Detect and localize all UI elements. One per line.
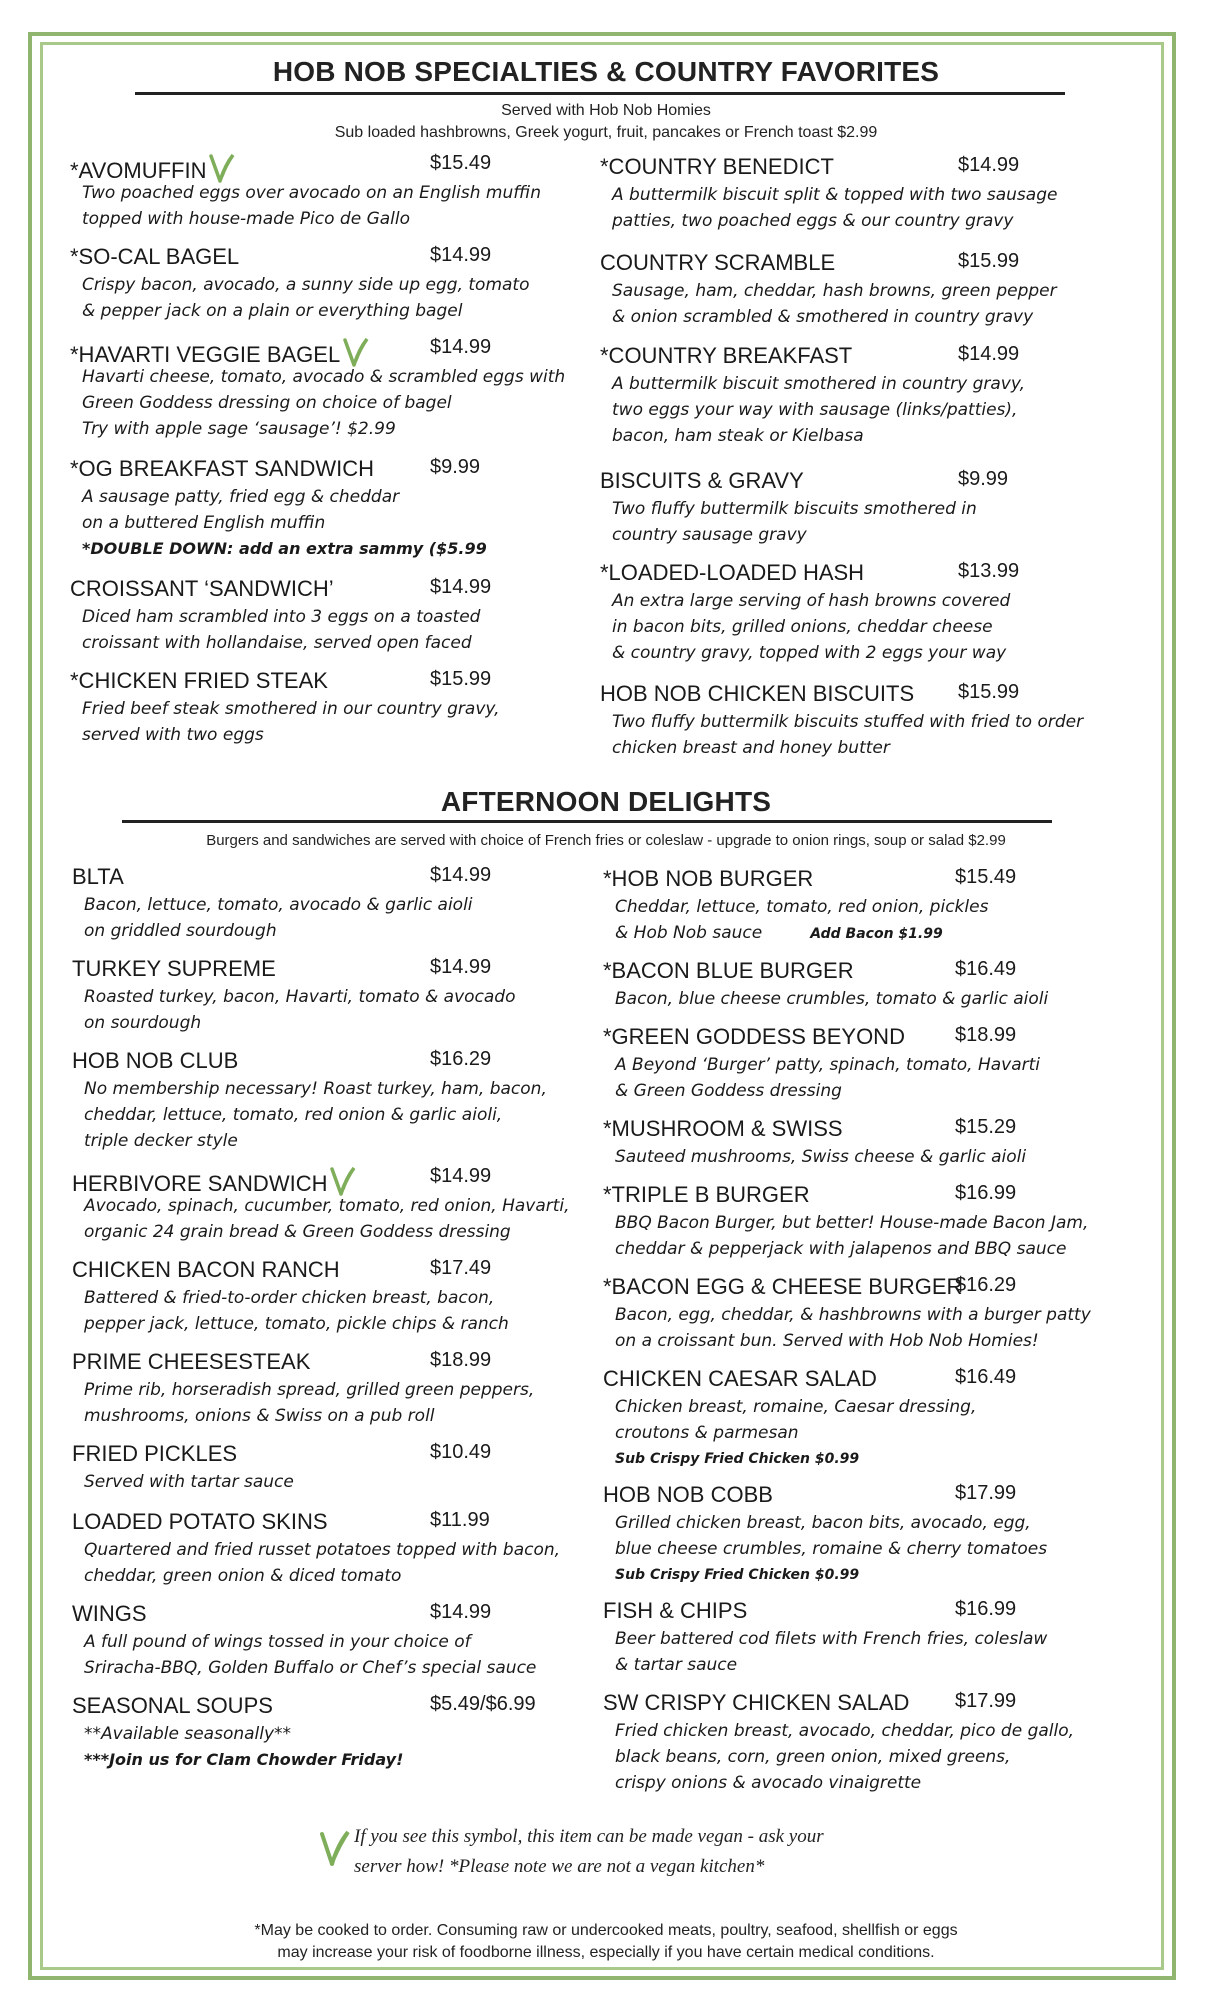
menu-item-description: Grilled chicken breast, bacon bits, avocado, egg, bbox=[615, 1513, 1031, 1533]
menu-item-description: country sausage gravy bbox=[612, 525, 807, 545]
menu-item-header bbox=[603, 1598, 1123, 1626]
menu-item bbox=[600, 468, 1120, 548]
menu-item-description: black beans, corn, green onion, mixed greens, bbox=[615, 1747, 1011, 1767]
menu-item-name: *CHICKEN FRIED STEAK bbox=[70, 668, 328, 693]
menu-item bbox=[603, 1274, 1123, 1354]
vegan-note-line-2: server how! *Please note we are not a vegan kitchen* bbox=[354, 1856, 765, 1877]
menu-item-header bbox=[72, 1693, 592, 1721]
menu-item-price: $18.99 bbox=[955, 1024, 1017, 1046]
menu-item-description: Havarti cheese, tomato, avocado & scrambled eggs with bbox=[82, 367, 566, 387]
menu-item-price: $15.99 bbox=[958, 681, 1020, 703]
menu-item bbox=[70, 244, 590, 324]
leaf-icon bbox=[208, 152, 236, 184]
menu-item-header bbox=[600, 681, 1120, 709]
menu-item-price: $17.49 bbox=[430, 1257, 492, 1279]
menu-item-description: Diced ham scrambled into 3 eggs on a toasted bbox=[82, 607, 481, 627]
menu-item-description: patties, two poached eggs & our country gravy bbox=[612, 211, 1014, 231]
menu-item bbox=[72, 1048, 592, 1154]
menu-item bbox=[72, 1349, 592, 1429]
menu-item-description: & Green Goddess dressing bbox=[615, 1081, 842, 1101]
afternoon-title: AFTERNOON DELIGHTS bbox=[440, 786, 772, 817]
menu-item-description: Green Goddess dressing on choice of bagel bbox=[82, 393, 452, 413]
menu-item-description: Quartered and fried russet potatoes topped with bacon, bbox=[84, 1540, 561, 1560]
menu-item-description: mushrooms, onions & Swiss on a pub roll bbox=[84, 1406, 435, 1426]
menu-item-description: & country gravy, topped with 2 eggs your way bbox=[612, 643, 1007, 663]
menu-item-name: SW CRISPY CHICKEN SALAD bbox=[603, 1690, 910, 1715]
menu-item-description: served with two eggs bbox=[82, 725, 264, 745]
menu-item-name: COUNTRY SCRAMBLE bbox=[600, 250, 836, 275]
menu-item-substitution: Sub Crispy Fried Chicken $0.99 bbox=[615, 1451, 860, 1467]
menu-item-description: blue cheese crumbles, romaine & cherry tomatoes bbox=[615, 1539, 1048, 1559]
menu-item bbox=[603, 866, 1123, 947]
menu-item-name: CHICKEN BACON RANCH bbox=[72, 1257, 340, 1282]
menu-item-name: *SO-CAL BAGEL bbox=[70, 244, 240, 269]
menu-item-header bbox=[70, 336, 590, 367]
menu-item-description: Bacon, egg, cheddar, & hashbrowns with a burger patty bbox=[615, 1305, 1091, 1325]
menu-item-description: Fried beef steak smothered in our country gravy, bbox=[82, 699, 500, 719]
menu-item bbox=[603, 1116, 1123, 1170]
menu-item-name: *COUNTRY BENEDICT bbox=[600, 154, 834, 179]
menu-item-price: $14.99 bbox=[430, 956, 492, 978]
menu-item-price: $13.99 bbox=[958, 560, 1020, 582]
menu-item-description: on a buttered English muffin bbox=[82, 513, 326, 533]
menu-item-price: $16.29 bbox=[430, 1048, 492, 1070]
menu-item-header bbox=[603, 1024, 1123, 1052]
menu-item-header bbox=[70, 668, 590, 696]
menu-item bbox=[603, 1482, 1123, 1588]
menu-item-name: TURKEY SUPREME bbox=[72, 956, 276, 981]
vegan-note-line-1: If you see this symbol, this item can be made vegan - ask your bbox=[354, 1826, 824, 1847]
menu-item-description: organic 24 grain bread & Green Goddess dressing bbox=[84, 1222, 511, 1242]
menu-item-description: cheddar, green onion & diced tomato bbox=[84, 1566, 402, 1586]
menu-item-description: Two fluffy buttermilk biscuits stuffed with fried to order bbox=[612, 712, 1084, 732]
menu-item-description: Bacon, blue cheese crumbles, tomato & garlic aioli bbox=[615, 989, 1049, 1009]
menu-item-description: Cheddar, lettuce, tomato, red onion, pickles bbox=[615, 897, 989, 917]
menu-item-description: triple decker style bbox=[84, 1131, 238, 1151]
menu-item-price: $14.99 bbox=[430, 576, 492, 598]
menu-item-header bbox=[72, 1601, 592, 1629]
specialties-subtitle-2: Sub loaded hashbrowns, Greek yogurt, fruit, pancakes or French toast $2.99 bbox=[334, 124, 878, 141]
menu-item-name: HERBIVORE SANDWICH bbox=[72, 1165, 357, 1197]
menu-item-header bbox=[72, 1441, 592, 1469]
menu-item-description: A sausage patty, fried egg & cheddar bbox=[82, 487, 400, 507]
menu-item-description: BBQ Bacon Burger, but better! House-made Bacon Jam, bbox=[615, 1213, 1089, 1233]
menu-item-price: $9.99 bbox=[430, 456, 481, 478]
menu-item-header bbox=[600, 343, 1120, 371]
menu-item bbox=[72, 1441, 592, 1495]
menu-item-header bbox=[70, 576, 590, 604]
afternoon-subtitle: Burgers and sandwiches are served with choice of French fries or coleslaw - upgrade to onion rings, soup or salad $2.99 bbox=[206, 832, 1006, 849]
menu-item-name: HOB NOB COBB bbox=[603, 1482, 773, 1507]
menu-item-header bbox=[600, 154, 1120, 182]
menu-item-price: $16.49 bbox=[955, 1366, 1017, 1388]
menu-item-name: *COUNTRY BREAKFAST bbox=[600, 343, 853, 368]
menu-item-price: $17.99 bbox=[955, 1482, 1017, 1504]
menu-item-name: CHICKEN CAESAR SALAD bbox=[603, 1366, 877, 1391]
menu-item bbox=[70, 456, 590, 562]
disclaimer-line-2: may increase your risk of foodborne illness, especially if you have certain medical conditions. bbox=[277, 1944, 935, 1961]
menu-item-header bbox=[72, 1048, 592, 1076]
menu-item-description: on griddled sourdough bbox=[84, 921, 277, 941]
specialties-subtitle-1: Served with Hob Nob Homies bbox=[501, 102, 711, 119]
menu-item bbox=[600, 560, 1120, 666]
menu-item bbox=[70, 152, 590, 232]
leaf-icon bbox=[329, 1165, 357, 1197]
menu-item-name: *BACON EGG & CHEESE BURGER bbox=[603, 1274, 963, 1299]
menu-item-price: $17.99 bbox=[955, 1690, 1017, 1712]
menu-item-name: *OG BREAKFAST SANDWICH bbox=[70, 456, 374, 481]
menu-item-description: A full pound of wings tossed in your choice of bbox=[84, 1632, 471, 1652]
menu-item-description: Bacon, lettuce, tomato, avocado & garlic aioli bbox=[84, 895, 473, 915]
disclaimer-line-1: *May be cooked to order. Consuming raw or undercooked meats, poultry, seafood, shellfish or eggs bbox=[254, 1922, 958, 1939]
menu-item-price: $14.99 bbox=[430, 336, 492, 358]
menu-item-substitution: Sub Crispy Fried Chicken $0.99 bbox=[615, 1567, 860, 1583]
afternoon-rule bbox=[122, 820, 1052, 823]
menu-item-header bbox=[70, 152, 590, 183]
menu-item-description: crispy onions & avocado vinaigrette bbox=[615, 1773, 922, 1793]
menu-item-description: topped with house-made Pico de Gallo bbox=[82, 209, 411, 229]
menu-item-price: $15.29 bbox=[955, 1116, 1017, 1138]
specialties-title: HOB NOB SPECIALTIES & COUNTRY FAVORITES bbox=[272, 56, 940, 87]
menu-item-description: A buttermilk biscuit split & topped with two sausage bbox=[612, 185, 1058, 205]
menu-item bbox=[603, 1690, 1123, 1796]
menu-item-description: Served with tartar sauce bbox=[84, 1472, 294, 1492]
menu-item bbox=[603, 1366, 1123, 1472]
menu-item-name: SEASONAL SOUPS bbox=[72, 1693, 273, 1718]
menu-item-description: Prime rib, horseradish spread, grilled green peppers, bbox=[84, 1380, 535, 1400]
menu-item-description: & tartar sauce bbox=[615, 1655, 738, 1675]
menu-item-name: LOADED POTATO SKINS bbox=[72, 1509, 328, 1534]
menu-item bbox=[600, 250, 1120, 330]
menu-item-header bbox=[603, 1366, 1123, 1394]
menu-item-price: $16.99 bbox=[955, 1598, 1017, 1620]
menu-item-name: *MUSHROOM & SWISS bbox=[603, 1116, 843, 1141]
menu-item-header bbox=[72, 1349, 592, 1377]
menu-item-description: Try with apple sage ‘sausage’! $2.99 bbox=[82, 419, 396, 439]
menu-item-name: *GREEN GODDESS BEYOND bbox=[603, 1024, 905, 1049]
menu-item-description: chicken breast and honey butter bbox=[612, 738, 890, 758]
menu-item bbox=[603, 1598, 1123, 1678]
menu-item-price: $14.99 bbox=[430, 864, 492, 886]
menu-item-price: $15.49 bbox=[955, 866, 1017, 888]
menu-item-description: **Available seasonally** bbox=[84, 1724, 292, 1744]
menu-item bbox=[72, 1509, 592, 1589]
menu-item-description: Battered & fried-to-order chicken breast, bacon, bbox=[84, 1288, 495, 1308]
menu-item bbox=[72, 1257, 592, 1337]
menu-item-price: $10.49 bbox=[430, 1441, 492, 1463]
menu-item-price: $18.99 bbox=[430, 1349, 492, 1371]
menu-item-description: cheddar, lettuce, tomato, red onion & garlic aioli, bbox=[84, 1105, 503, 1125]
menu-item-description: pepper jack, lettuce, tomato, pickle chips & ranch bbox=[84, 1314, 509, 1334]
menu-item-description: An extra large serving of hash browns covered bbox=[612, 591, 1011, 611]
menu-item-price: $14.99 bbox=[430, 244, 492, 266]
menu-item-description: on a croissant bun. Served with Hob Nob Homies! bbox=[615, 1331, 1039, 1351]
menu-item-name: *LOADED-LOADED HASH bbox=[600, 560, 865, 585]
menu-item-description: croutons & parmesan bbox=[615, 1423, 799, 1443]
menu-item-name: BLTA bbox=[72, 864, 124, 889]
menu-item-price: $14.99 bbox=[958, 154, 1020, 176]
menu-item-description: Sausage, ham, cheddar, hash browns, green pepper bbox=[612, 281, 1057, 301]
leaf-icon bbox=[318, 1828, 352, 1868]
menu-item-name: *AVOMUFFIN bbox=[70, 152, 236, 184]
menu-item-name: BISCUITS & GRAVY bbox=[600, 468, 804, 493]
menu-item bbox=[72, 956, 592, 1036]
menu-item-description: on sourdough bbox=[84, 1013, 202, 1033]
menu-item-price: $14.99 bbox=[958, 343, 1020, 365]
menu-item-description: croissant with hollandaise, served open faced bbox=[82, 633, 472, 653]
menu-item-name: HOB NOB CHICKEN BISCUITS bbox=[600, 681, 915, 706]
menu-item-name: FISH & CHIPS bbox=[603, 1598, 748, 1623]
menu-item-header bbox=[72, 1509, 592, 1537]
menu-item-price: $14.99 bbox=[430, 1165, 492, 1187]
menu-item-description: Sauteed mushrooms, Swiss cheese & garlic aioli bbox=[615, 1147, 1027, 1167]
menu-item bbox=[603, 1024, 1123, 1104]
menu-item-description: Sriracha-BBQ, Golden Buffalo or Chef’s special sauce bbox=[84, 1658, 537, 1678]
menu-item bbox=[603, 958, 1123, 1012]
menu-item-description: two eggs your way with sausage (links/patties), bbox=[612, 400, 1018, 420]
menu-item-description: A Beyond ‘Burger’ patty, spinach, tomato, Havarti bbox=[615, 1055, 1041, 1075]
menu-item-name: HOB NOB CLUB bbox=[72, 1048, 239, 1073]
menu-item-header bbox=[72, 864, 592, 892]
menu-item-header bbox=[600, 468, 1120, 496]
menu-item-header bbox=[603, 866, 1123, 894]
disclaimer bbox=[0, 1920, 1212, 1964]
menu-item-extra: *DOUBLE DOWN: add an extra sammy ($5.99 bbox=[82, 539, 487, 558]
menu-item-header bbox=[603, 1116, 1123, 1144]
menu-item-header bbox=[603, 1690, 1123, 1718]
menu-item-name: WINGS bbox=[72, 1601, 147, 1626]
menu-item-header bbox=[603, 1182, 1123, 1210]
menu-item-name: *HOB NOB BURGER bbox=[603, 866, 814, 891]
menu-item-description: Crispy bacon, avocado, a sunny side up egg, tomato bbox=[82, 275, 530, 295]
menu-item-header bbox=[70, 244, 590, 272]
menu-item-price: $9.99 bbox=[958, 468, 1009, 490]
menu-item-description: Fried chicken breast, avocado, cheddar, pico de gallo, bbox=[615, 1721, 1075, 1741]
menu-item-description: & Hob Nob sauce Add Bacon $1.99 bbox=[615, 923, 943, 943]
menu-item-description: cheddar & pepperjack with jalapenos and BBQ sauce bbox=[615, 1239, 1067, 1259]
menu-item-addon: Add Bacon $1.99 bbox=[810, 926, 943, 942]
menu-item-header bbox=[600, 560, 1120, 588]
menu-item-description: & onion scrambled & smothered in country gravy bbox=[612, 307, 1034, 327]
menu-item-name: CROISSANT ‘SANDWICH’ bbox=[70, 576, 334, 601]
vegan-note bbox=[354, 1822, 824, 1882]
menu-item-header bbox=[72, 956, 592, 984]
menu-item-name: PRIME CHEESESTEAK bbox=[72, 1349, 311, 1374]
menu-item bbox=[603, 1182, 1123, 1262]
menu-item-header bbox=[70, 456, 590, 484]
menu-item-description: Beer battered cod filets with French fries, coleslaw bbox=[615, 1629, 1048, 1649]
menu-item bbox=[72, 1165, 592, 1245]
menu-item-price: $5.49/$6.99 bbox=[430, 1693, 536, 1715]
menu-item-extra: ***Join us for Clam Chowder Friday! bbox=[84, 1750, 404, 1769]
menu-item-name: *HAVARTI VEGGIE BAGEL bbox=[70, 336, 370, 368]
menu-item-description: in bacon bits, grilled onions, cheddar cheese bbox=[612, 617, 993, 637]
menu-item-header bbox=[72, 1257, 592, 1285]
menu-item-header bbox=[603, 1482, 1123, 1510]
menu-item bbox=[70, 336, 590, 442]
menu-item bbox=[600, 681, 1120, 761]
menu-item bbox=[70, 576, 590, 656]
menu-item-header bbox=[600, 250, 1120, 278]
menu-item-description: bacon, ham steak or Kielbasa bbox=[612, 426, 864, 446]
menu-item bbox=[600, 154, 1120, 234]
menu-item-description: A buttermilk biscuit smothered in country gravy, bbox=[612, 374, 1025, 394]
menu-item-name: *BACON BLUE BURGER bbox=[603, 958, 854, 983]
menu-item-description: No membership necessary! Roast turkey, ham, bacon, bbox=[84, 1079, 547, 1099]
menu-item-price: $14.99 bbox=[430, 1601, 492, 1623]
menu-item-description: Roasted turkey, bacon, Havarti, tomato & avocado bbox=[84, 987, 516, 1007]
menu-item-price: $11.99 bbox=[430, 1509, 490, 1531]
menu-item-description: Two fluffy buttermilk biscuits smothered in bbox=[612, 499, 977, 519]
menu-item-name: *TRIPLE B BURGER bbox=[603, 1182, 810, 1207]
menu-item-price: $16.29 bbox=[955, 1274, 1017, 1296]
menu-item-header bbox=[603, 1274, 1123, 1302]
menu-item-header bbox=[603, 958, 1123, 986]
menu-item-description: Chicken breast, romaine, Caesar dressing, bbox=[615, 1397, 977, 1417]
menu-item-price: $15.99 bbox=[958, 250, 1020, 272]
menu-item-price: $15.99 bbox=[430, 668, 492, 690]
menu-item bbox=[72, 1693, 592, 1773]
menu-item-price: $16.99 bbox=[955, 1182, 1017, 1204]
leaf-icon bbox=[342, 336, 370, 368]
menu-item-price: $15.49 bbox=[430, 152, 492, 174]
menu-item bbox=[600, 343, 1120, 449]
menu-item-name: FRIED PICKLES bbox=[72, 1441, 238, 1466]
menu-item-header bbox=[72, 1165, 592, 1196]
menu-item bbox=[70, 668, 590, 748]
menu-item bbox=[72, 864, 592, 944]
menu-item-description: & pepper jack on a plain or everything bagel bbox=[82, 301, 463, 321]
menu-item bbox=[72, 1601, 592, 1681]
menu-item-description: Avocado, spinach, cucumber, tomato, red onion, Havarti, bbox=[84, 1196, 570, 1216]
menu-item-price: $16.49 bbox=[955, 958, 1017, 980]
menu-item-description: Two poached eggs over avocado on an English muffin bbox=[82, 183, 542, 203]
specialties-rule bbox=[135, 92, 1065, 95]
